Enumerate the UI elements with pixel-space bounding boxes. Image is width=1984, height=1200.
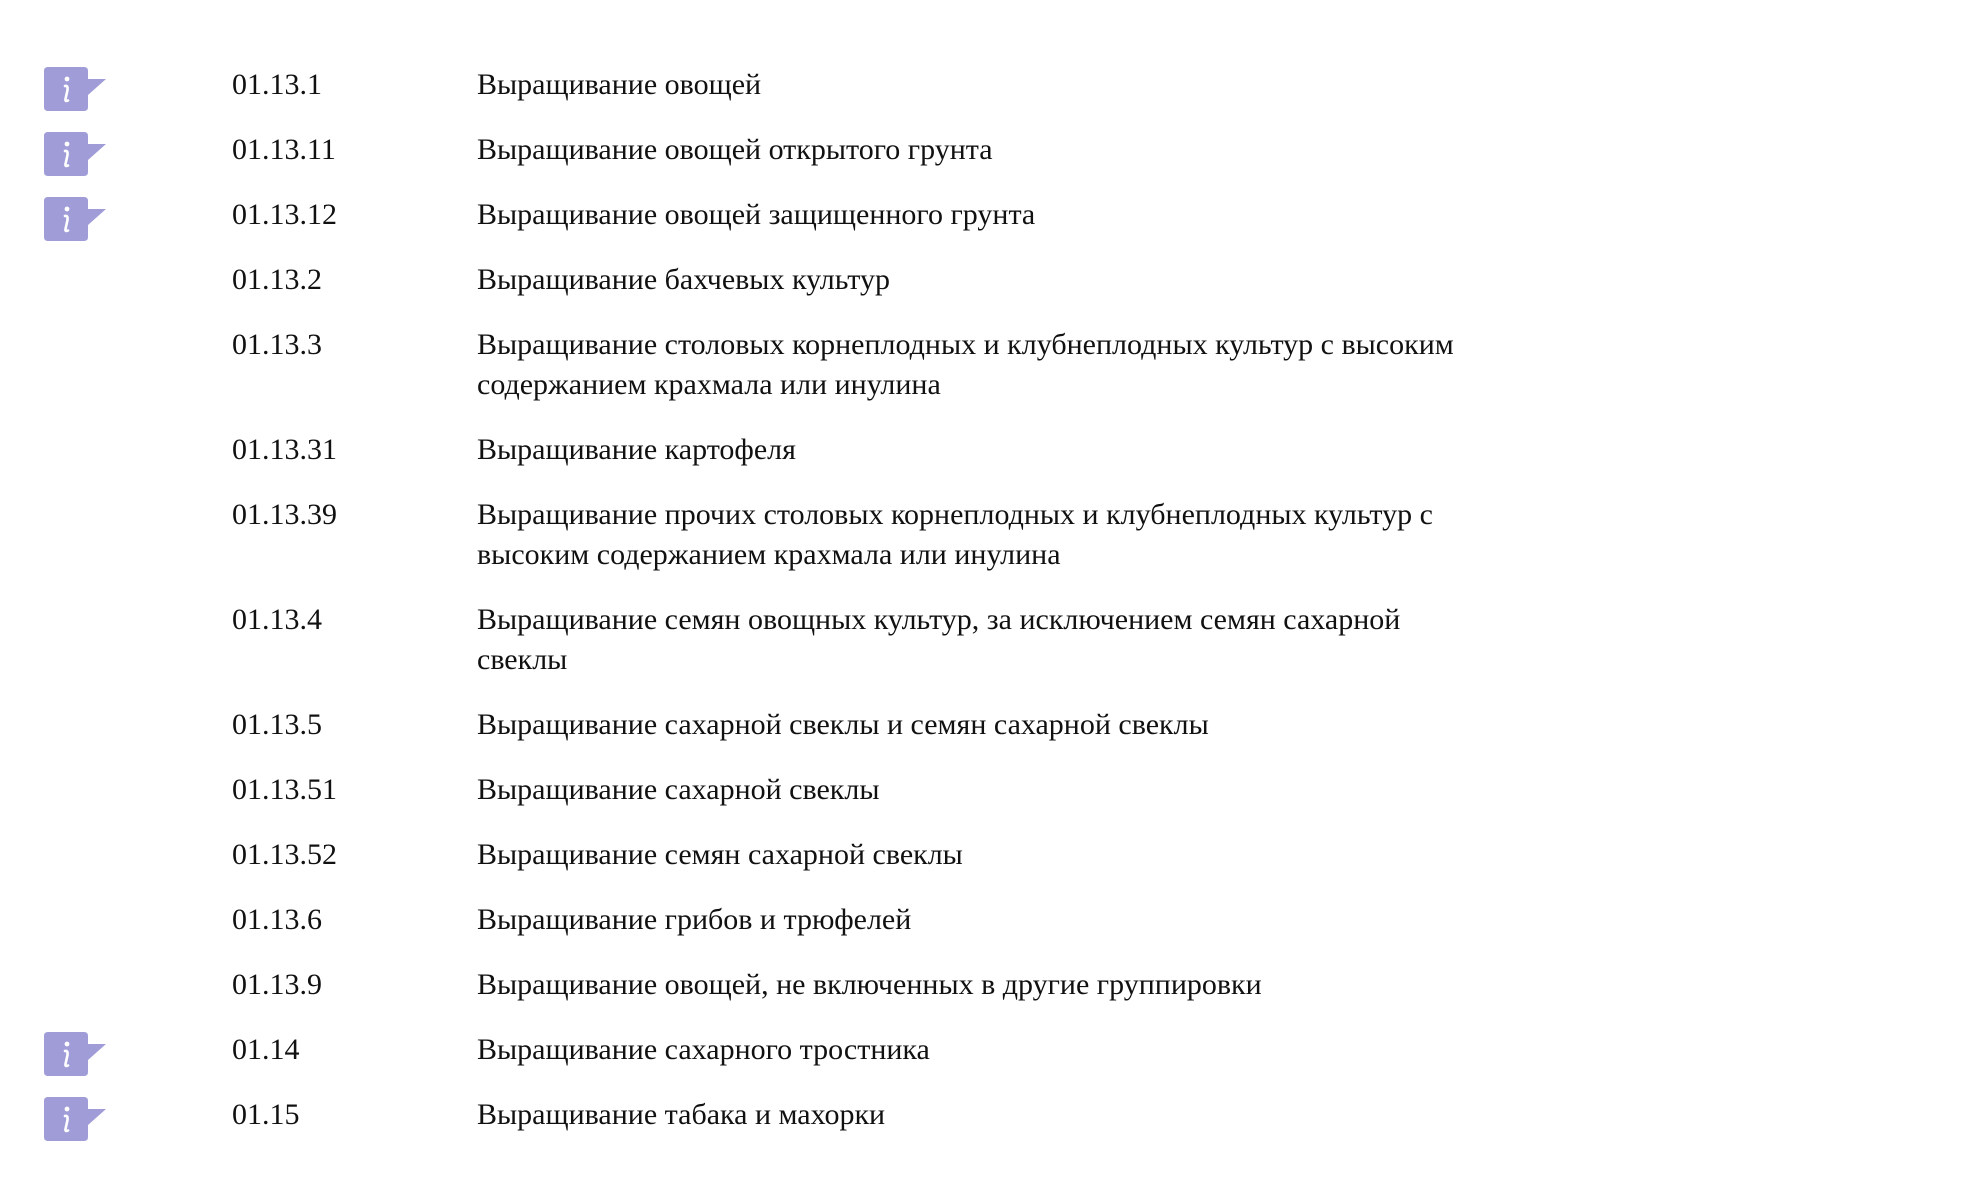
list-item: [0, 835, 1984, 900]
list-item: [0, 325, 1984, 430]
list-item: [0, 1095, 1984, 1160]
item-description: Выращивание картофеля: [477, 433, 796, 466]
list-item: [0, 495, 1984, 600]
list-item: [0, 130, 1984, 195]
item-description: Выращивание сахарной свеклы и семян сахарной свеклы: [477, 708, 1209, 741]
item-description: Выращивание сахарной свеклы: [477, 773, 880, 806]
list-item: [0, 965, 1984, 1030]
item-description: Выращивание овощей: [477, 68, 762, 101]
item-code: 01.13.9: [232, 968, 322, 1001]
item-code: 01.15: [232, 1098, 300, 1131]
list-item: [0, 705, 1984, 770]
list-item: [0, 900, 1984, 965]
item-description: Выращивание овощей защищенного грунта: [477, 198, 1036, 231]
info-comment-icon[interactable]: [44, 132, 106, 176]
item-description: Выращивание сахарного тростника: [477, 1033, 930, 1066]
list-item: [0, 770, 1984, 835]
item-code: 01.13.12: [232, 198, 337, 231]
item-description: Выращивание овощей, не включенных в другие группировки: [477, 968, 1262, 1001]
list-item: [0, 1030, 1984, 1095]
info-comment-icon[interactable]: [44, 1097, 106, 1141]
list-item: [0, 260, 1984, 325]
info-comment-icon[interactable]: [44, 67, 106, 111]
item-code: 01.13.52: [232, 838, 337, 871]
item-description: Выращивание прочих столовых корнеплодных и клубнеплодных культур с высоким содержанием крахмала или инулина: [477, 498, 1433, 571]
item-description: Выращивание табака и махорки: [477, 1098, 886, 1131]
item-code: 01.13.11: [232, 133, 336, 166]
item-code: 01.13.2: [232, 263, 322, 296]
item-description: Выращивание столовых корнеплодных и клубнеплодных культур с высоким содержанием крахмала или инулина: [477, 328, 1454, 401]
item-code: 01.13.6: [232, 903, 322, 936]
item-code: 01.13.31: [232, 433, 337, 466]
info-comment-icon[interactable]: [44, 197, 106, 241]
item-code: 01.13.39: [232, 498, 337, 531]
item-description: Выращивание семян овощных культур, за исключением семян сахарной свеклы: [477, 603, 1401, 676]
list-item: [0, 195, 1984, 260]
item-code: 01.14: [232, 1033, 300, 1066]
item-code: 01.13.5: [232, 708, 322, 741]
item-description: Выращивание овощей открытого грунта: [477, 133, 993, 166]
list-item: [0, 430, 1984, 495]
item-code: 01.13.1: [232, 68, 322, 101]
item-description: Выращивание бахчевых культур: [477, 263, 891, 296]
item-code: 01.13.51: [232, 773, 337, 806]
list-item: [0, 600, 1984, 705]
item-description: Выращивание грибов и трюфелей: [477, 903, 912, 936]
list-item: [0, 65, 1984, 130]
info-comment-icon[interactable]: [44, 1032, 106, 1076]
item-code: 01.13.3: [232, 328, 322, 361]
item-description: Выращивание семян сахарной свеклы: [477, 838, 963, 871]
item-code: 01.13.4: [232, 603, 322, 636]
classifier-list: [0, 65, 1984, 1160]
